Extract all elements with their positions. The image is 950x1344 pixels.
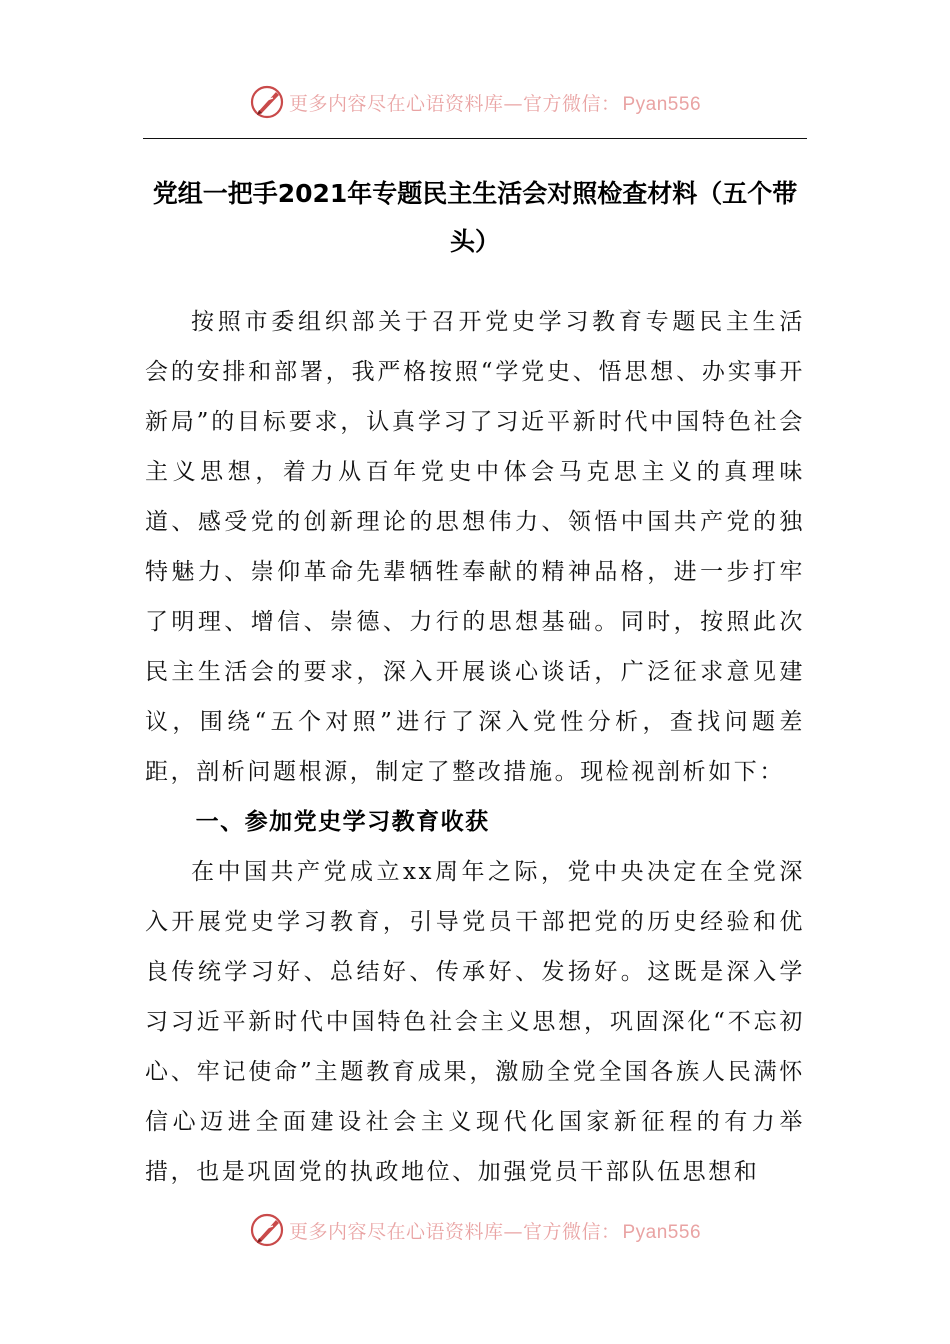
intro-paragraph: 按照市委组织部关于召开党史学习教育专题民主生活会的安排和部署，我严格按照“学党史、悟思想、办实事开新局”的目标要求，认真学习了习近平新时代中国特色社会主义思想，着力从百年党史中体会马克思主义的真理味道、感受党的创新理论的思想伟力、领悟中国共产党的独特魅力、崇仰革命先辈牺牲奉献的精神品格，进一步打牢了明理、增信、崇德、力行的思想基础。同时，按照此次民主生活会的要求，深入开展谈心谈话，广泛征求意见建议，围绕“五个对照”进行了深入党性分析，查找问题差距，剖析问题根源，制定了整改措施。现检视剖析如下：: [145, 309, 805, 785]
document-title: 党组一把手2021年专题民主生活会对照检查材料（五个带头）: [152, 179, 798, 256]
section-heading: 一、参加党史学习教育收获: [195, 809, 490, 835]
banner-label: 更多内容尽在心语资料库—官方微信：: [288, 1220, 621, 1243]
section-paragraph: 在中国共产党成立xx周年之际，党中央决定在全党深入开展党史学习教育，引导党员干部把党的历史经验和优良传统学习好、总结好、传承好、发扬好。这既是深入学习习近平新时代中国特色社会主义思想，巩固深化“不忘初心、牢记使命”主题教育成果，激励全党全国各族人民满怀信心迈进全面建设社会主义现代化国家新征程的有力举措，也是巩固党的执政地位、加强党员干部队伍思想和: [145, 859, 805, 1185]
banner-text: [289, 1217, 701, 1244]
document-body: [145, 297, 805, 1197]
banner-text: [289, 89, 701, 116]
banner-wechat-id: Pyan556: [622, 1221, 702, 1243]
pen-circle-logo-icon: [249, 1212, 285, 1248]
header-divider: [143, 138, 807, 139]
header-banner: [0, 82, 950, 122]
footer-banner: [0, 1210, 950, 1250]
banner-label: 更多内容尽在心语资料库—官方微信：: [288, 92, 621, 115]
banner-wechat-id: Pyan556: [622, 93, 702, 115]
pen-circle-logo-icon: [249, 84, 285, 120]
